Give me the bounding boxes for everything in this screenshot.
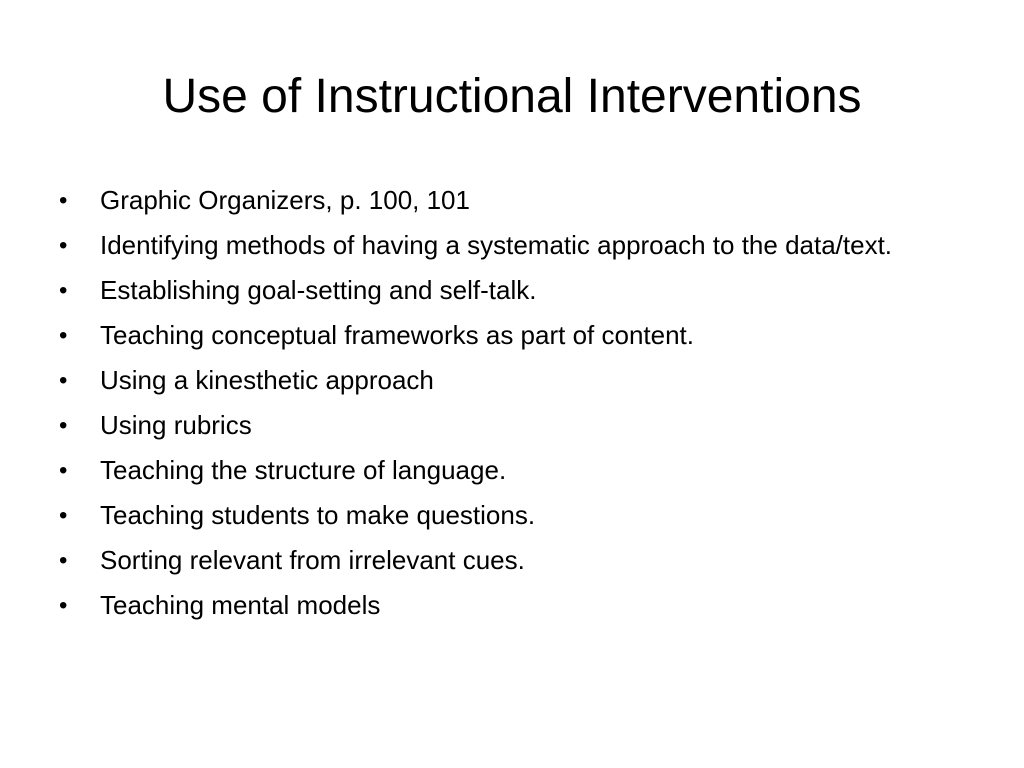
- list-item: [56, 227, 956, 264]
- bullet-list: [56, 182, 956, 632]
- list-item-text: Teaching the structure of language.: [100, 455, 507, 485]
- list-item: [56, 452, 956, 489]
- bullet-icon: •: [59, 457, 68, 484]
- list-item-text: Teaching mental models: [100, 590, 381, 620]
- list-item: [56, 182, 956, 219]
- bullet-icon: •: [59, 277, 68, 304]
- list-item-text: Teaching conceptual frameworks as part of content.: [100, 320, 694, 350]
- list-item-text: Graphic Organizers, p. 100, 101: [100, 185, 470, 215]
- bullet-icon: •: [59, 187, 68, 214]
- list-item-text: Using a kinesthetic approach: [100, 365, 434, 395]
- bullet-icon: •: [59, 367, 68, 394]
- list-item: [56, 317, 956, 354]
- bullet-icon: •: [59, 547, 68, 574]
- list-item: [56, 362, 956, 399]
- list-item: [56, 587, 956, 624]
- bullet-icon: •: [59, 502, 68, 529]
- list-item: [56, 407, 956, 444]
- list-item-text: Establishing goal-setting and self-talk.: [100, 275, 537, 305]
- bullet-icon: •: [59, 592, 68, 619]
- list-item-text: Using rubrics: [100, 410, 252, 440]
- list-item-text: Identifying methods of having a systematic approach to the data/text.: [100, 230, 893, 260]
- bullet-icon: •: [59, 232, 68, 259]
- list-item: [56, 272, 956, 309]
- slide-title: Use of Instructional Interventions: [162, 70, 862, 123]
- bullet-icon: •: [59, 322, 68, 349]
- list-item-text: Sorting relevant from irrelevant cues.: [100, 545, 525, 575]
- list-item: [56, 542, 956, 579]
- list-item: [56, 497, 956, 534]
- list-item-text: Teaching students to make questions.: [100, 500, 536, 530]
- bullet-icon: •: [59, 412, 68, 439]
